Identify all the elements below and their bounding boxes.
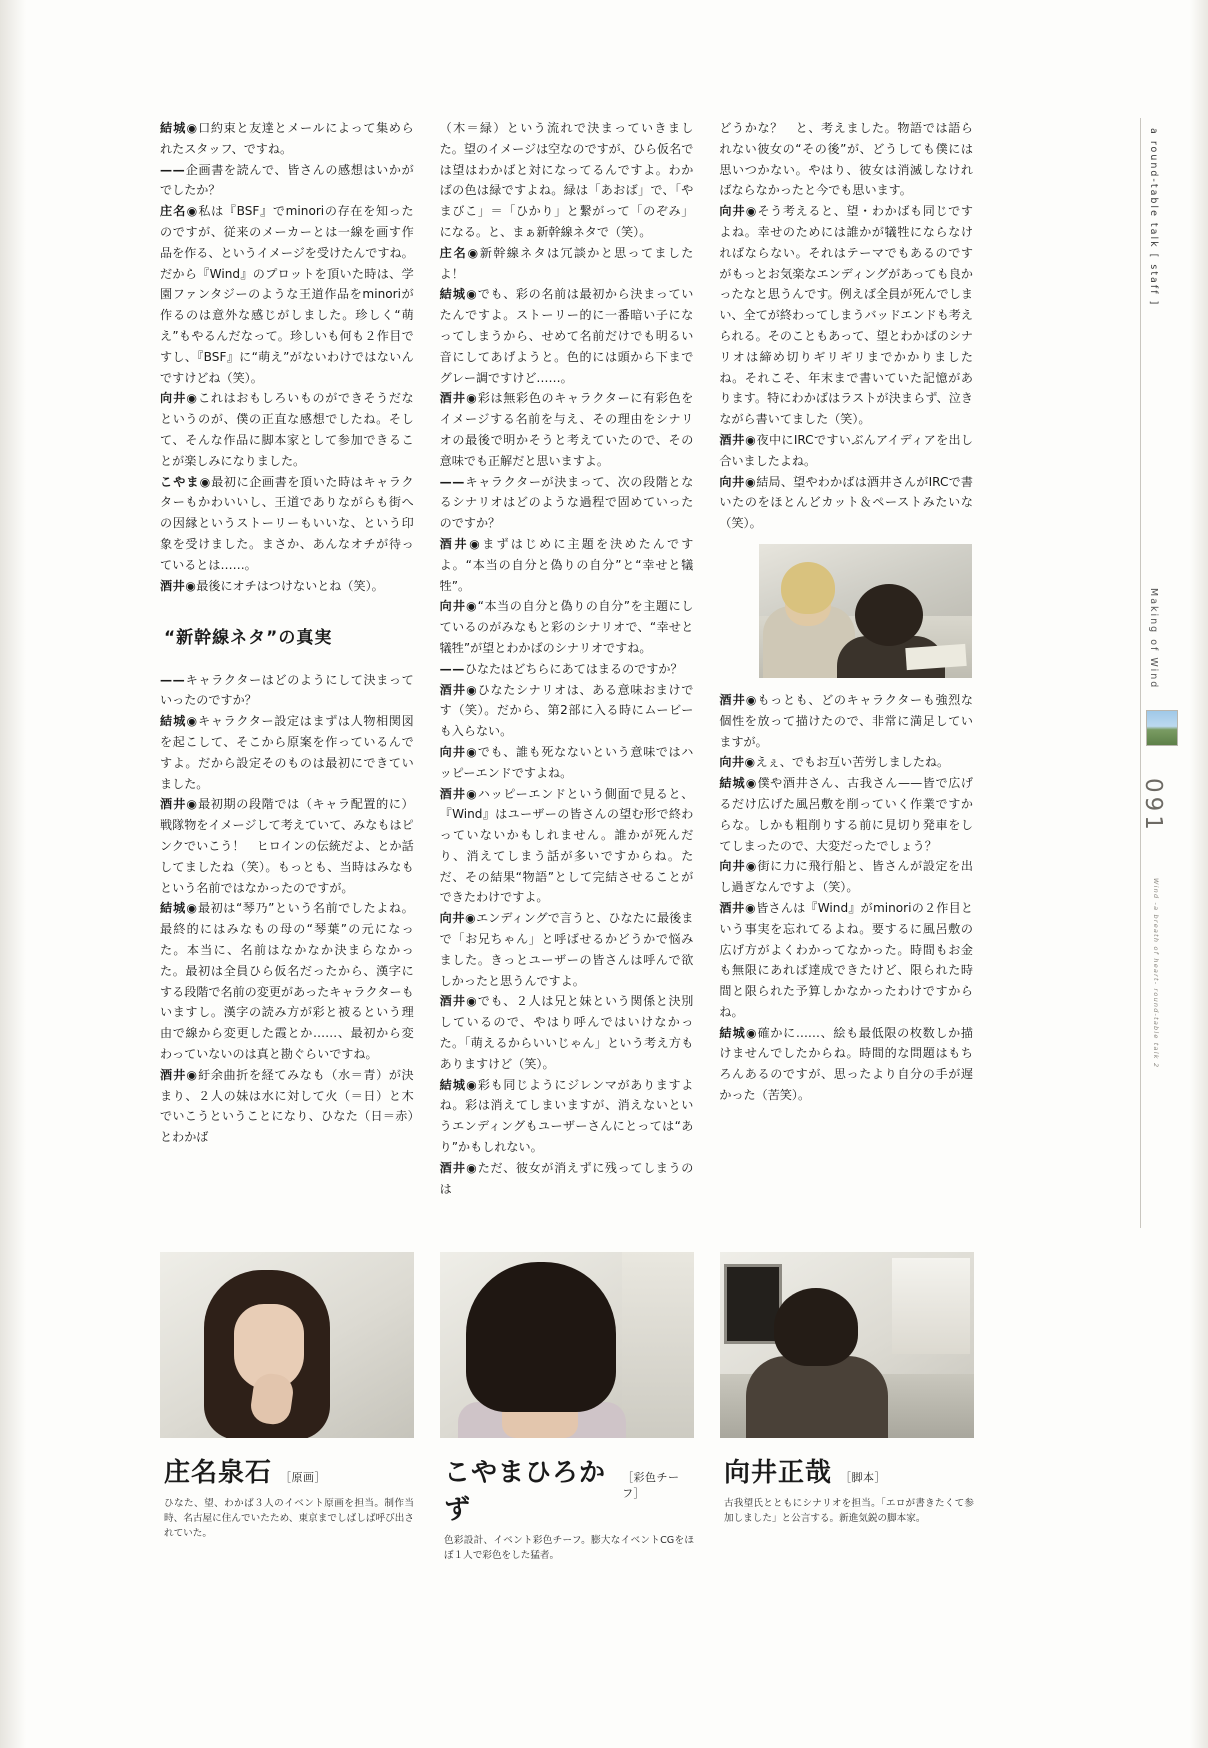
rail-section-label: a round-table talk [ staff ] [1148, 128, 1159, 307]
paragraph-text: ただ、彼女が消えずに残ってしまうのは [439, 1160, 694, 1196]
paragraph-text: 皆さんは『Wind』がminoriの２作目という事実を忘れてるよね。要するに風呂敷の広げ方がよくわかってなかった。時間もお金も無限にあれば達成できたけど、限られた時間と限られた予算しかなかったわけですからね。 [719, 900, 974, 1019]
paragraph [440, 1158, 694, 1200]
paragraph-text: 最後にオチはつけないとね（笑）。 [196, 578, 384, 593]
speaker-label: 酒井◉ [160, 578, 197, 593]
paragraph-text: 街に力に飛行船と、皆さんが設定を出し過ぎなんですよ（笑）。 [719, 859, 973, 895]
paragraph [160, 160, 414, 202]
paragraph-text: 結局、望やわかばは酒井さんがIRCで書いたのをほとんどカット＆ペーストみたいな（笑）。 [719, 474, 974, 531]
staff-profile-card [440, 1252, 694, 1564]
paragraph [440, 284, 694, 388]
paragraph [440, 472, 694, 534]
profile-photo-shouna-sekiseki [160, 1252, 414, 1438]
speaker-label: 酒井◉ [439, 682, 478, 697]
photo-paper-sheet [906, 644, 967, 670]
speaker-label: こやま◉ [160, 474, 212, 489]
paragraph-text: でも、誰も死なないという意味ではハッピーエンドですよね。 [439, 744, 694, 780]
speaker-label: 結城◉ [719, 1025, 758, 1040]
paragraph-text: もっとも、どのキャラクターも強烈な個性を放って描けたので、非常に満足していますが。 [719, 692, 974, 749]
paragraph [440, 1075, 694, 1158]
paragraph [160, 201, 414, 388]
paragraph-text: ひなたシナリオは、ある意味おまけです（笑）。だから、第2部に入る時にムービーも入らない。 [439, 682, 694, 739]
paragraph [160, 472, 414, 576]
paragraph [440, 742, 694, 784]
profile-name: 向井正哉 [724, 1458, 833, 1488]
speaker-label: 酒井◉ [160, 1067, 199, 1082]
speaker-label: —— [160, 162, 186, 177]
paragraph-text: どうかな？ と、考えました。物語では語られない彼女の“その後”が、どうしても僕には思いつかない。やはり、彼女は消滅しなければならなかったと今でも思います。 [719, 121, 974, 198]
speaker-label: 酒井◉ [719, 900, 757, 915]
rail-chapter-label: Making of Wind [1148, 588, 1159, 690]
paragraph-text: （木＝緑）という流れで決まっていきました。望のイメージは空なのですが、ひら仮名では望はわかばと対になってるんですよ。わかばの色は緑ですよね。緑は「あおば」で、「やまびこ」＝「ひかり」と繋がって「のぞみ」になる。と、まぁ新幹線ネタで（笑）。 [439, 121, 694, 239]
paragraph [440, 596, 694, 658]
speaker-label: —— [439, 661, 465, 676]
speaker-label: 酒井◉ [719, 432, 757, 447]
speaker-label: 向井◉ [160, 391, 199, 406]
photo-person-dark-head [855, 584, 923, 646]
profile-photo-mukai-masaya [720, 1252, 974, 1438]
paragraph [440, 680, 694, 742]
photo-subject-body [746, 1356, 888, 1438]
speaker-label: 結城◉ [160, 901, 198, 916]
paragraph-text: キャラクターが決まって、次の段階となるシナリオはどのような過程で固めていったのですか？ [439, 474, 694, 531]
paragraph [719, 472, 973, 534]
paragraph [719, 856, 973, 898]
speaker-label: 酒井◉ [160, 797, 199, 812]
paragraph-text: エンディングで言うと、ひなたに最後まで「お兄ちゃん」と呼ばせるかどうかで悩みました。きっとユーザーの皆さんは呼んで欲しかったと思うんですよ。 [439, 911, 694, 988]
paragraph-text: でも、２人は兄と妹という関係と決別しているので、やはり呼んではいけなかった。「萌えるからいいじゃん」という考え方もありますけど（笑）。 [439, 994, 694, 1071]
page-side-rail [1136, 118, 1182, 1228]
paragraph [719, 118, 973, 201]
speaker-label: 酒井◉ [439, 994, 478, 1009]
paragraph-text: まずはじめに主題を決めたんですよ。“本当の自分と偽りの自分”と“幸せと犠牲”。 [439, 536, 694, 593]
speaker-label: 向井◉ [719, 859, 758, 874]
paragraph-text: えぇ、でもお互い苦労しましたね。 [755, 755, 950, 770]
paragraph-text: でも、彩の名前は最初から決まっていたんですよ。ストーリー的に一番暗い子になってしまうから、せめて名前だけでも明るい音にしてあげようと。色的には頭から下までグレー調ですけど……。 [439, 287, 694, 385]
paragraph [160, 711, 414, 794]
paragraph-text: 確かに……、絵も最低限の枚数しか描けませんでしたからね。時間的な問題はもちろんあるのですが、思ったより自分の手が遅かった（苦笑）。 [719, 1025, 974, 1103]
paragraph [440, 388, 694, 471]
speaker-label: —— [439, 474, 465, 489]
photo-person-blond-head [781, 562, 835, 614]
paragraph-text: ハッピーエンドという側面で見ると、『Wind』はユーザーの皆さんの望む形で終わっていないかもしれません。誰かが死んだり、消えてしまう話が多いですからね。ただ、その結果“物語”として完結させることができたわけですよ。 [439, 786, 694, 905]
paragraph-text: 夜中にIRCですいぶんアイディアを出し合いましたよね。 [719, 432, 974, 468]
paragraph [440, 991, 694, 1074]
speaker-label: 向井◉ [719, 755, 756, 770]
paragraph-text: そう考えると、望・わかばも同じですよね。幸せのためには誰かが犠牲にならなければならない。それはテーマでもあるのですがもっとお気楽なエンディングがあっても良かったなと思うんです。例えば全員が死んでしまい、全てが終わってしまうバッドエンドも考えられる。そのこともあって、望とわかばのシナリオは締め切りギリギリまでかかりましたね。それこそ、年末まで書いていた記憶があります。特にわかばはラストが決まらず、泣きながら書いてました（笑）。 [719, 204, 974, 427]
speaker-label: 結城◉ [160, 714, 199, 729]
paragraph [160, 388, 414, 471]
paragraph [719, 430, 973, 472]
staff-profile-card [160, 1252, 414, 1564]
paragraph-text: 彩は無彩色のキャラクターに有彩色をイメージする名前を与え、その理由をシナリオの最後で明かそうと考えていたので、その意味でも正解だと思いますよ。 [439, 391, 694, 468]
rail-footer-label: Wind -a breath of heart- round-table talk 2 [1152, 878, 1160, 1069]
profile-role: ［彩色チーフ］ [622, 1471, 680, 1500]
speaker-label: 酒井◉ [439, 786, 478, 801]
article-columns [160, 118, 973, 1228]
profile-name-row [160, 1452, 414, 1489]
paragraph-text: 彩も同じようにジレンマがありますよね。彩は消えてしまいますが、消えないというエンディングもユーザーさんにとっては“あり”かもしれない。 [439, 1077, 694, 1155]
speaker-label: 酒井◉ [439, 536, 483, 551]
paragraph-text: 口約束と友達とメールによって集められたスタッフ、ですね。 [160, 121, 414, 156]
profile-photo-koyama-hirokazu [440, 1252, 694, 1438]
text-column-2 [440, 118, 694, 1228]
staff-profile-strip [160, 1252, 973, 1564]
profile-description: 色彩設計、イベント彩色チーフ。膨大なイベントCGをほぼ１人で彩色をした猛者。 [444, 1535, 694, 1561]
staff-profile-card [720, 1252, 974, 1564]
paragraph [719, 690, 973, 752]
speaker-label: 庄名◉ [160, 204, 199, 219]
photo-desk-area [622, 1252, 694, 1438]
paragraph-text: キャラクター設定はまずは人物相関図を起こして、そこから原案を作っているんですよ。だから設定そのものは最初にできていました。 [160, 714, 414, 791]
paragraph [160, 670, 414, 712]
rail-divider-line [1140, 118, 1141, 1228]
paragraph [440, 243, 694, 285]
speaker-label: 結城◉ [160, 121, 199, 135]
speaker-label: 酒井◉ [439, 1160, 478, 1175]
profile-name: 庄名泉石 [164, 1458, 273, 1488]
text-column-1 [160, 118, 414, 1228]
paragraph [440, 118, 694, 243]
paragraph [719, 1023, 973, 1106]
profile-name: こやまひろかず [444, 1458, 607, 1525]
text-column-3 [719, 118, 973, 1228]
paragraph [440, 659, 694, 680]
paragraph-text: 企画書を読んで、皆さんの感想はいかがでしたか？ [160, 162, 414, 198]
paragraph [160, 576, 414, 597]
round-table-photo [759, 544, 972, 678]
profile-name-row [440, 1452, 694, 1526]
rail-thumbnail-image [1146, 710, 1178, 746]
photo-window [892, 1258, 970, 1354]
speaker-label: 結城◉ [719, 776, 758, 791]
paragraph [440, 784, 694, 909]
speaker-label: 向井◉ [439, 744, 478, 759]
speaker-label: —— [160, 672, 186, 687]
profile-description: ひなた、望、わかば３人のイベント原画を担当。制作当時、名古屋に住んでいたため、東京までしばしば呼び出されていた。 [164, 1498, 414, 1539]
paragraph [160, 118, 414, 160]
paragraph-text: 最初は“琴乃”という名前でしたよね。最終的にはみなもの母の“琴葉”の元になった。本当に、名前はなかなか決まらなかった。最初は全員ひら仮名だったから、漢字にする段階で名前の変更があったキャラクターもいますし。漢字の読み方が彩と被るという理由で線から変更した霞とか……、最初から変わっていないのは真と勘ぐらいですね。 [160, 901, 414, 1061]
profile-description: 古我望氏とともにシナリオを担当。「エロが書きたくて参加しました」と公言する。新進気鋭の脚本家。 [724, 1498, 974, 1524]
paragraph-text: 私は『BSF』でminoriの存在を知ったのですが、従来のメーカーとは一線を画す作品を作る、というイメージを受けたんですね。だから『Wind』のプロットを頂いた時は、学園ファンタジーのような王道作品をminoriが作るのは意外な感じがしました。珍しく“萌え”もやるんだなって。珍しいも何も２作目ですし、『BSF』に“萌え”がないわけではないんですけどね（笑）。 [160, 204, 414, 385]
paragraph [719, 752, 973, 773]
paragraph-text: 最初に企画書を頂いた時はキャラクターもかわいいし、王道でありながらも街への因縁というストーリーもいいな、という印象を受けました。まさか、あんなオチが待っているとは……。 [160, 474, 414, 572]
paragraph [160, 794, 414, 898]
paragraph-text: 新幹線ネタは冗談かと思ってましたよ！ [439, 245, 694, 281]
photo-subject-head [774, 1288, 858, 1366]
section-heading: “新幹線ネタ”の真実 [164, 628, 333, 649]
photo-subject-hair [466, 1262, 616, 1412]
paragraph-text: 最初期の段階では（キャラ配置的に）戦隊物をイメージして考えていて、みなもはピンクでいこう！ ヒロインの伝統だよ、とか話してましたね（笑）。もっとも、当時はみなもという名前ではなかったのですが。 [160, 797, 414, 895]
speaker-label: 向井◉ [719, 474, 757, 489]
speaker-label: 酒井◉ [719, 692, 758, 707]
paragraph [719, 201, 973, 430]
paragraph [440, 908, 694, 991]
speaker-label: 向井◉ [719, 204, 758, 219]
profile-name-row [720, 1452, 974, 1489]
paragraph [160, 1065, 414, 1148]
page-number: 091 [1140, 778, 1166, 834]
paragraph-text: “本当の自分と偽りの自分”を主題にしているのがみなもと彩のシナリオで、“幸せと犠牲”が望とわかばのシナリオですね。 [439, 599, 694, 655]
paragraph [719, 898, 973, 1023]
profile-role: ［脚本］ [840, 1471, 887, 1484]
paragraph-text: ひなたはどちらにあてはまるのですか？ [464, 661, 683, 676]
speaker-label: 向井◉ [439, 911, 477, 926]
speaker-label: 向井◉ [439, 599, 478, 614]
paragraph [440, 534, 694, 596]
paragraph [719, 773, 973, 856]
profile-role: ［原画］ [280, 1471, 327, 1484]
paragraph-text: 紆余曲折を経てみなも（水＝青）が決まり、２人の妹は水に対して火（＝日）と木でいこうということになり、ひなた（日＝赤）とわかば [160, 1067, 414, 1145]
paragraph-text: これはおもしろいものができそうだなというのが、僕の正直な感想でしたね。そして、そんな作品に脚本家として参加できることが楽しみになりました。 [160, 391, 414, 468]
speaker-label: 酒井◉ [439, 391, 478, 406]
speaker-label: 庄名◉ [439, 245, 480, 260]
speaker-label: 結城◉ [439, 1077, 478, 1092]
paragraph [160, 898, 414, 1064]
paragraph-text: 僕や酒井さん、古我さん——皆で広げるだけ広げた風呂敷を削っていく作業ですからな。しかも粗削りする前に見切り発車をしてしまったので、大変だったでしょう？ [719, 776, 974, 853]
paragraph-text: キャラクターはどのようにして決まっていったのですか？ [160, 672, 414, 708]
speaker-label: 結城◉ [439, 287, 478, 302]
